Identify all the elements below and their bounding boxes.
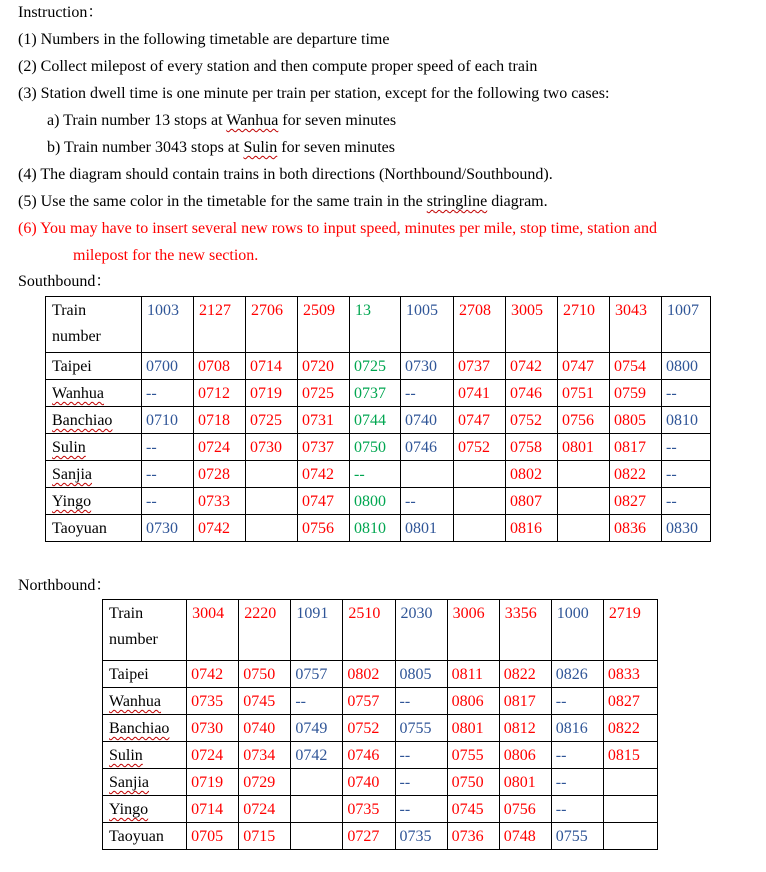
departure-time-cell	[291, 769, 343, 796]
departure-time-cell: 0747	[558, 353, 610, 380]
departure-time-cell: 0755	[447, 742, 499, 769]
instruction-text: (1) Numbers in the following timetable are departure time	[18, 31, 390, 48]
instruction-heading: Instruction：	[18, 4, 104, 21]
departure-time-cell: --	[142, 434, 194, 461]
header-row	[103, 600, 658, 661]
departure-time-cell: 0822	[603, 715, 657, 742]
departure-time-cell: --	[142, 461, 194, 488]
departure-time-cell: --	[395, 688, 447, 715]
instruction-line	[47, 111, 396, 131]
departure-time-cell: 0746	[401, 434, 454, 461]
departure-time-cell: 0730	[401, 353, 454, 380]
station-row	[103, 661, 658, 688]
departure-time-cell: 0807	[506, 488, 558, 515]
train-number-cell: 2708	[454, 297, 506, 353]
train-number-cell: 2220	[239, 600, 291, 661]
station-row	[103, 742, 658, 769]
departure-time-cell: 0700	[142, 353, 194, 380]
departure-time-cell: 0735	[187, 688, 239, 715]
train-number-cell: 2030	[395, 600, 447, 661]
train-number-cell: 2510	[343, 600, 395, 661]
station-name-text: Taipei	[52, 358, 92, 375]
departure-time-cell: 0754	[610, 353, 662, 380]
departure-time-cell	[291, 796, 343, 823]
departure-time-cell: 0816	[551, 715, 603, 742]
departure-time-cell: 0755	[551, 823, 603, 850]
departure-time-cell: 0817	[610, 434, 662, 461]
departure-time-cell: 0737	[454, 353, 506, 380]
instruction-line	[18, 30, 389, 50]
departure-time-cell: 0759	[610, 380, 662, 407]
departure-time-cell: 0812	[499, 715, 551, 742]
departure-time-cell: 0750	[350, 434, 401, 461]
departure-time-cell: 0750	[239, 661, 291, 688]
departure-time-cell: 0715	[239, 823, 291, 850]
departure-time-cell: 0731	[298, 407, 350, 434]
station-row	[46, 434, 711, 461]
station-name	[46, 380, 142, 407]
departure-time-cell: --	[551, 796, 603, 823]
departure-time-cell: 0720	[298, 353, 350, 380]
station-name	[103, 715, 187, 742]
departure-time-cell: 0725	[350, 353, 401, 380]
departure-time-cell: 0734	[239, 742, 291, 769]
departure-time-cell: 0741	[454, 380, 506, 407]
station-name-text: Taoyuan	[52, 520, 107, 537]
station-name-text: Sanjia	[52, 466, 92, 483]
departure-time-cell: 0816	[506, 515, 558, 542]
train-number-cell: 3356	[499, 600, 551, 661]
station-name	[103, 742, 187, 769]
departure-time-cell	[401, 461, 454, 488]
train-number-cell: 2710	[558, 297, 610, 353]
instruction-text: milepost for the new section.	[73, 247, 259, 264]
departure-time-cell: --	[291, 688, 343, 715]
departure-time-cell: 0811	[447, 661, 499, 688]
northbound-heading: Northbound：	[18, 577, 112, 594]
departure-time-cell: 0806	[447, 688, 499, 715]
departure-time-cell	[603, 769, 657, 796]
station-row	[46, 353, 711, 380]
departure-time-cell: 0810	[662, 407, 711, 434]
departure-time-cell: 0827	[603, 688, 657, 715]
departure-time-cell: 0740	[343, 769, 395, 796]
departure-time-cell	[558, 488, 610, 515]
departure-time-cell: --	[350, 461, 401, 488]
departure-time-cell: 0742	[298, 461, 350, 488]
departure-time-cell: --	[401, 380, 454, 407]
instruction-line	[47, 138, 395, 158]
station-name-text: Taoyuan	[109, 828, 164, 845]
departure-time-cell	[454, 515, 506, 542]
departure-time-cell: 0756	[298, 515, 350, 542]
header-label-text: number	[109, 631, 158, 648]
departure-time-cell: 0756	[558, 407, 610, 434]
train-number-cell: 1000	[551, 600, 603, 661]
northbound-timetable	[102, 599, 658, 850]
departure-time-cell: 0740	[401, 407, 454, 434]
train-number-cell: 3005	[506, 297, 558, 353]
departure-time-cell: 0757	[291, 661, 343, 688]
station-name	[46, 461, 142, 488]
train-number-cell: 1005	[401, 297, 454, 353]
departure-time-cell: 0755	[395, 715, 447, 742]
departure-time-cell: 0817	[499, 688, 551, 715]
departure-time-cell: 0752	[506, 407, 558, 434]
departure-time-cell: --	[401, 488, 454, 515]
departure-time-cell: 0730	[187, 715, 239, 742]
departure-time-cell: 0800	[350, 488, 401, 515]
departure-time-cell: 0742	[506, 353, 558, 380]
train-number-label	[46, 297, 142, 353]
departure-time-cell: --	[662, 380, 711, 407]
station-name	[46, 353, 142, 380]
departure-time-cell: 0815	[603, 742, 657, 769]
departure-time-cell: 0801	[401, 515, 454, 542]
departure-time-cell: 0730	[142, 515, 194, 542]
departure-time-cell: 0729	[239, 769, 291, 796]
departure-time-cell: 0749	[291, 715, 343, 742]
departure-time-cell: 0742	[187, 661, 239, 688]
instruction-text: (5) Use the same color in the timetable for the same train in the	[18, 193, 427, 210]
station-row	[103, 715, 658, 742]
station-name	[46, 488, 142, 515]
departure-time-cell: 0746	[506, 380, 558, 407]
train-number-cell: 1007	[662, 297, 711, 353]
southbound-heading: Southbound：	[18, 273, 112, 290]
train-number-cell: 2706	[246, 297, 298, 353]
departure-time-cell: 0836	[610, 515, 662, 542]
instruction-line	[18, 219, 657, 239]
instruction-text: (2) Collect milepost of every station and then compute proper speed of each train	[18, 58, 538, 75]
train-number-cell: 1091	[291, 600, 343, 661]
departure-time-cell: --	[551, 742, 603, 769]
departure-time-cell: 0744	[350, 407, 401, 434]
departure-time-cell: 0750	[447, 769, 499, 796]
departure-time-cell: 0725	[298, 380, 350, 407]
departure-time-cell	[603, 823, 657, 850]
station-row	[46, 515, 711, 542]
station-name	[103, 688, 187, 715]
instruction-text: for seven minutes	[278, 112, 397, 129]
station-name	[103, 769, 187, 796]
station-name-text: Sulin	[52, 439, 86, 456]
instruction-text: b) Train number 3043 stops at	[47, 139, 244, 156]
departure-time-cell: 0714	[246, 353, 298, 380]
departure-time-cell: 0719	[246, 380, 298, 407]
departure-time-cell: --	[662, 461, 711, 488]
instruction-line	[18, 165, 553, 185]
train-number-cell: 2719	[603, 600, 657, 661]
departure-time-cell: 0708	[194, 353, 246, 380]
instruction-text: a) Train number 13 stops at	[47, 112, 227, 129]
train-number-cell: 2509	[298, 297, 350, 353]
departure-time-cell: 0833	[603, 661, 657, 688]
instruction-text: (3) Station dwell time is one minute per train per station, except for the following two cases:	[18, 85, 610, 102]
departure-time-cell: --	[142, 380, 194, 407]
train-number-cell: 3043	[610, 297, 662, 353]
departure-time-cell: 0710	[142, 407, 194, 434]
departure-time-cell: 0740	[239, 715, 291, 742]
departure-time-cell: 0748	[499, 823, 551, 850]
departure-time-cell: 0801	[499, 769, 551, 796]
header-label-text: Train	[109, 605, 144, 622]
departure-time-cell: 0728	[194, 461, 246, 488]
departure-time-cell	[558, 515, 610, 542]
departure-time-cell: 0745	[447, 796, 499, 823]
departure-time-cell: 0724	[239, 796, 291, 823]
departure-time-cell: 0745	[239, 688, 291, 715]
train-number-cell: 13	[350, 297, 401, 353]
train-number-cell: 3006	[447, 600, 499, 661]
departure-time-cell	[246, 461, 298, 488]
departure-time-cell: 0727	[343, 823, 395, 850]
departure-time-cell: 0747	[298, 488, 350, 515]
header-label-text: Train	[52, 302, 87, 319]
station-row	[103, 769, 658, 796]
departure-time-cell: 0735	[395, 823, 447, 850]
station-name	[103, 796, 187, 823]
departure-time-cell: 0725	[246, 407, 298, 434]
departure-time-cell	[558, 461, 610, 488]
departure-time-cell: 0802	[506, 461, 558, 488]
departure-time-cell: 0718	[194, 407, 246, 434]
departure-time-cell: 0735	[343, 796, 395, 823]
departure-time-cell	[454, 461, 506, 488]
departure-time-cell: 0822	[499, 661, 551, 688]
departure-time-cell: 0822	[610, 461, 662, 488]
header-row	[46, 297, 711, 353]
departure-time-cell: 0757	[343, 688, 395, 715]
station-name	[46, 434, 142, 461]
train-number-cell: 2127	[194, 297, 246, 353]
departure-time-cell: 0736	[447, 823, 499, 850]
departure-time-cell: 0800	[662, 353, 711, 380]
station-name-text: Yingo	[52, 493, 92, 510]
station-name-text: Yingo	[109, 801, 149, 818]
departure-time-cell: 0737	[350, 380, 401, 407]
departure-time-cell: 0733	[194, 488, 246, 515]
departure-time-cell: 0737	[298, 434, 350, 461]
instruction-text: (4) The diagram should contain trains in both directions (Northbound/Southbound).	[18, 166, 553, 183]
instruction-line	[18, 192, 548, 212]
station-name-text: Wanhua	[109, 693, 162, 710]
departure-time-cell: 0801	[558, 434, 610, 461]
departure-time-cell: 0801	[447, 715, 499, 742]
instruction-text: (6) You may have to insert several new rows to input speed, minutes per mile, stop time, station and	[18, 220, 657, 237]
departure-time-cell: 0802	[343, 661, 395, 688]
instruction-line	[18, 84, 609, 104]
departure-time-cell: --	[551, 688, 603, 715]
departure-time-cell: --	[395, 796, 447, 823]
station-row	[46, 461, 711, 488]
departure-time-cell: 0719	[187, 769, 239, 796]
departure-time-cell: 0827	[610, 488, 662, 515]
spellcheck-word: Wanhua	[226, 112, 279, 129]
departure-time-cell: 0724	[187, 742, 239, 769]
station-row	[103, 823, 658, 850]
instruction-text: for seven minutes	[277, 139, 395, 156]
spellcheck-word: Sulin	[243, 139, 278, 156]
departure-time-cell: 0806	[499, 742, 551, 769]
departure-time-cell	[246, 488, 298, 515]
departure-time-cell: --	[395, 769, 447, 796]
departure-time-cell: 0810	[350, 515, 401, 542]
station-name-text: Sanjia	[109, 774, 149, 791]
instruction-text: diagram.	[487, 193, 548, 210]
departure-time-cell: 0805	[610, 407, 662, 434]
departure-time-cell	[454, 488, 506, 515]
departure-time-cell: 0752	[454, 434, 506, 461]
train-number-cell: 1003	[142, 297, 194, 353]
departure-time-cell: --	[395, 742, 447, 769]
station-name-text: Taipei	[109, 666, 149, 683]
station-name	[103, 661, 187, 688]
train-number-label	[103, 600, 187, 661]
station-row	[46, 380, 711, 407]
departure-time-cell: 0705	[187, 823, 239, 850]
departure-time-cell: --	[662, 434, 711, 461]
station-name	[46, 407, 142, 434]
departure-time-cell: --	[142, 488, 194, 515]
departure-time-cell	[291, 823, 343, 850]
station-name-text: Banchiao	[52, 412, 113, 429]
train-number-cell: 3004	[187, 600, 239, 661]
spellcheck-word: stringline	[426, 193, 488, 210]
station-name	[103, 823, 187, 850]
departure-time-cell: 0830	[662, 515, 711, 542]
departure-time-cell: 0714	[187, 796, 239, 823]
station-row	[46, 407, 711, 434]
station-row	[103, 688, 658, 715]
station-name	[46, 515, 142, 542]
departure-time-cell: --	[551, 769, 603, 796]
station-name-text: Sulin	[109, 747, 143, 764]
departure-time-cell: 0752	[343, 715, 395, 742]
departure-time-cell	[603, 796, 657, 823]
instruction-line	[18, 57, 537, 77]
departure-time-cell: 0742	[291, 742, 343, 769]
southbound-timetable	[45, 296, 711, 542]
station-name-text: Wanhua	[52, 385, 105, 402]
station-row	[46, 488, 711, 515]
station-row	[103, 796, 658, 823]
instruction-line	[73, 246, 258, 266]
departure-time-cell: 0826	[551, 661, 603, 688]
departure-time-cell	[246, 515, 298, 542]
header-label-text: number	[52, 328, 101, 345]
departure-time-cell: --	[662, 488, 711, 515]
departure-time-cell: 0724	[194, 434, 246, 461]
departure-time-cell: 0756	[499, 796, 551, 823]
departure-time-cell: 0805	[395, 661, 447, 688]
departure-time-cell: 0747	[454, 407, 506, 434]
departure-time-cell: 0712	[194, 380, 246, 407]
departure-time-cell: 0751	[558, 380, 610, 407]
departure-time-cell: 0746	[343, 742, 395, 769]
departure-time-cell: 0730	[246, 434, 298, 461]
station-name-text: Banchiao	[109, 720, 170, 737]
departure-time-cell: 0758	[506, 434, 558, 461]
departure-time-cell: 0742	[194, 515, 246, 542]
